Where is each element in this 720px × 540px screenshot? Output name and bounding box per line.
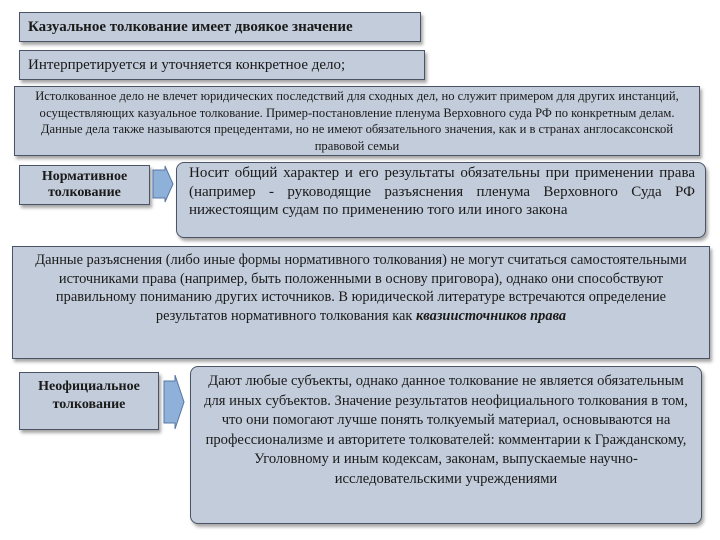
normative-description-box [176, 162, 706, 238]
normative-label-box [19, 165, 150, 205]
quasi-sources-term: квазиисточников права [416, 307, 567, 324]
normative-explanation: Данные разъяснения (либо иные формы нормативного толкования) не могут считаться самостоятельными источниками права (например, быть положенными в основу приговора), однако они способствуют правильному пониманию других источников. В юридической литературе встречаются определение результатов нормативного толкования как [35, 252, 687, 324]
unofficial-label-box [19, 372, 159, 430]
interpreted-case-text: Истолкованное дело не влечет юридических последствий для сходных дел, но служит примером для других инстанций, осуществляющих казуальное толкование. Пример-постановление пленума Верховного суда РФ по конкретным делам. Данные дела также называются прецедентами, но не имеют обязательного значения, как и в странах англосаксонской правовой семьи [35, 89, 679, 153]
normative-label: Нормативное толкование [41, 169, 128, 200]
unofficial-label: Неофициальное толкование [38, 379, 140, 412]
normative-explanation-box [12, 246, 710, 359]
unofficial-description: Дают любые субъекты, однако данное толкование не является обязательным для иных субъектов. Значение результатов неофициального толкования в том, что они помогают лучше понять толкуемый материал, основываются на профессионализме и авторитете толкователей: комментарии к Гражданскому, Уголовному и иным кодексам, законам, выпускаемые научно-исследовательскими учреждениями [204, 373, 688, 487]
unofficial-description-box [190, 366, 702, 524]
interpreted-case-box [14, 86, 700, 156]
title-box [19, 12, 421, 42]
interpretation-box [19, 50, 425, 80]
normative-description: Носит общий характер и его результаты обязательны при применении права (например - руководящие разъяснения пленума Верховного Суда РФ нижестоящим судам по применению того или иного закона [189, 165, 695, 218]
title-text: Казуальное толкование имеет двоякое значение [28, 19, 353, 35]
interpretation-text: Интерпретируется и уточняется конкретное дело; [28, 57, 346, 73]
arrow-right-icon [163, 374, 185, 430]
arrow-right-icon [152, 165, 174, 203]
